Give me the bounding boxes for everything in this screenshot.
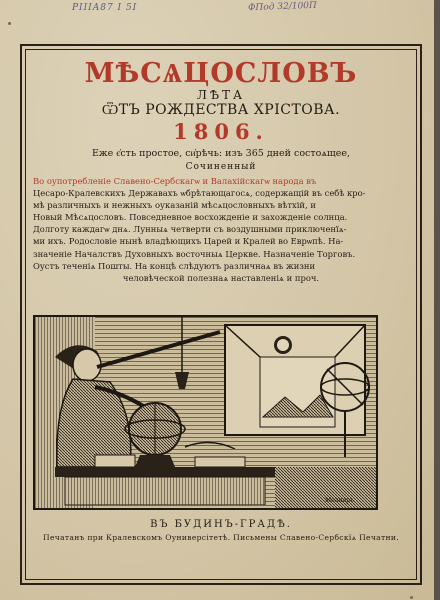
description-line: Во оупотребленіе Славено-Сербскагѡ и Валахійскагѡ народа въ	[33, 176, 317, 186]
title-leta: ЛѢТА	[196, 88, 246, 102]
description-line: Цесаро-Кралевскихъ Державахъ ѡбрѣтающагосѧ, содержащій въ себѣ кро-	[33, 188, 366, 199]
woodcut-illustration	[33, 315, 378, 510]
imprint-printer: Печатанъ при Кралевскомъ Оуниверсітетѣ. Письмены Славено-Сербскїѧ Печатни.	[43, 533, 399, 542]
page-edge-shadow	[434, 0, 440, 600]
description-line: Новый Мѣсѧцословъ. Повседневное восхожденіе и захожденіе солнца.	[33, 212, 348, 223]
description-block	[33, 175, 409, 284]
title-rozhdestva: ѾТЪ РОЖДЕСТВА ХРІСТОВА.	[101, 102, 341, 118]
description-line: человѣческой полезнаѧ наставленіѧ и проч.	[122, 272, 320, 283]
astronomer-woodcut	[35, 317, 376, 508]
description-line: значеніе Началствъ Духовныхъ восточныѧ Церкве. Назначеніе Торговъ.	[33, 248, 356, 259]
description-line: Оустъ теченіѧ Пошты. На концѣ слѣдуютъ различнаѧ въ жизни	[33, 260, 316, 271]
engraver-signature: Молнаръ	[325, 497, 354, 504]
description-line: ми ихъ. Родословіе нынѣ владѣющихъ Царей и Кралей во Еврѡпѣ. На-	[33, 236, 344, 247]
page-speck	[8, 22, 11, 25]
library-shelfmark: PIIIA87 I 5I	[72, 3, 138, 13]
handwritten-note: ФПод 32/100П	[247, 0, 317, 14]
subtitle-line-1: Еже є҆сть простое, си҆рѣчь: изъ 365 дней состоѧщее,	[91, 148, 351, 159]
imprint-place: ВЪ БУДИНЪ-ГРАДѢ.	[150, 519, 292, 530]
title-year: 1806.	[173, 119, 269, 144]
subtitle-line-2: Сочиненный	[185, 162, 257, 172]
page-title: МѢСѦЦОСЛОВЪ	[84, 58, 358, 89]
description-line: мѣ различныхъ и нежныхъ оуказаній мѣсѧцословныхъ вѣтхій, и	[33, 200, 316, 211]
page-speck	[410, 596, 413, 599]
description-line: Долготу каждагѡ днѧ. Лунныѧ четверти съ воздушными приключенїѧ-	[33, 224, 347, 235]
